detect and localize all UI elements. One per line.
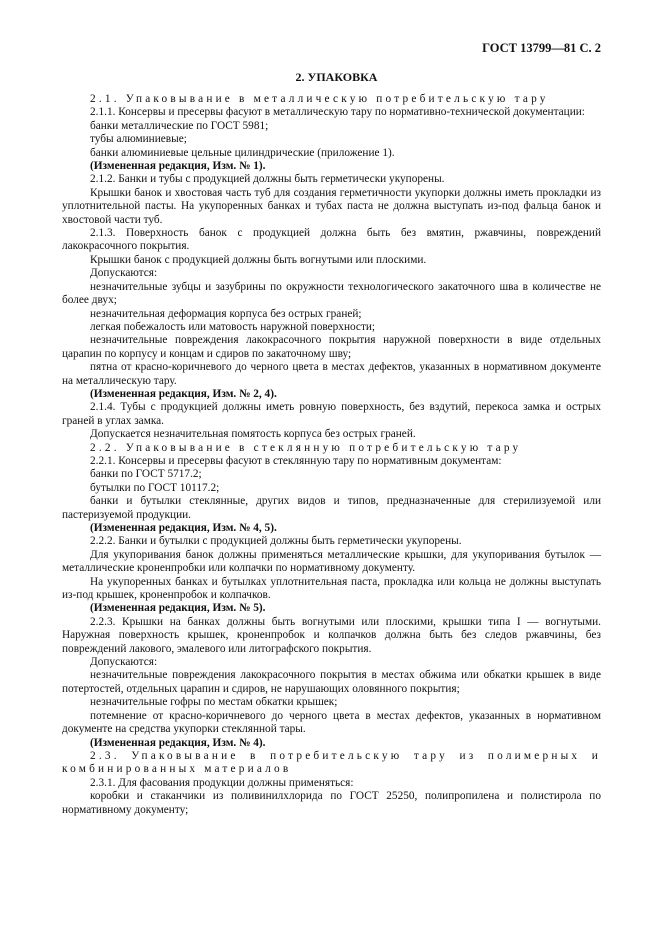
paragraph: На укупоренных банках и бутылках уплотнительная паста, прокладка или кольца не должны выступать из-под крышек, кроненпробок и колпачков.	[62, 575, 601, 602]
revision-note: (Измененная редакция, Изм. № 5).	[90, 602, 266, 615]
paragraph: 2.1.4. Тубы с продукцией должны иметь ровную поверхность, без вздутий, перекоса замка и острых граней в углах замка.	[62, 401, 601, 427]
paragraph: 2.2.3. Крышки на банках должны быть вогнутыми или плоскими, крышки типа I — вогнутыми. Наружная поверхность крышек, кроненпробок и колпачков должна быть без следов ржавчины, без повреждений лакового, эмалевого или литографского покрытия.	[62, 615, 601, 655]
revision-note: (Измененная редакция, Изм. № 1).	[90, 160, 266, 173]
paragraph: 2.2.2. Банки и бутылки с продукцией должны быть герметически укупорены.	[90, 535, 462, 548]
paragraph: Допускается незначительная помятость корпуса без острых граней.	[90, 428, 416, 441]
paragraph: банки и бутылки стеклянные, других видов и типов, предназначенные для стерилизуемой или пастеризуемой продукции.	[62, 495, 601, 521]
paragraph: незначительные повреждения лакокрасочного покрытия в местах обжима или обкатки крышек в виде потертостей, отдельных царапин и сдиров, не нарушающих оловянного покрытия;	[62, 669, 601, 695]
paragraph: пятна от красно-коричневого до черного цвета в местах дефектов, указанных в нормативном документе на металлическую тару.	[62, 361, 601, 387]
page-header: ГОСТ 13799—81 С. 2	[482, 41, 601, 55]
paragraph: 2.2.1. Консервы и пресервы фасуют в стеклянную тару по нормативным документам:	[90, 454, 502, 467]
revision-note: (Измененная редакция, Изм. № 4).	[90, 736, 266, 749]
paragraph: коробки и стаканчики из поливинилхлорида по ГОСТ 25250, полипропилена и полистирола по нормативному документу;	[62, 790, 601, 816]
subsection-heading: 2.1. Упаковывание в металлическую потребительскую тару	[90, 93, 549, 105]
paragraph: банки алюминиевые цельные цилиндрические (приложение 1).	[90, 146, 395, 159]
paragraph: банки по ГОСТ 5717.2;	[90, 468, 202, 481]
paragraph: незначительные повреждения лакокрасочного покрытия наружной поверхности в виде отдельных царапин по корпусу и концам и сдиров по закаточному шву;	[62, 334, 601, 360]
paragraph: Допускаются:	[90, 267, 158, 280]
paragraph: тубы алюминиевые;	[90, 133, 187, 146]
paragraph: 2.1.2. Банки и тубы с продукцией должны быть герметически укупорены.	[90, 173, 445, 186]
section-title: 2. УПАКОВКА	[295, 70, 378, 84]
document-body	[62, 93, 601, 817]
paragraph: Крышки банок с продукцией должны быть вогнутыми или плоскими.	[90, 253, 427, 266]
revision-note: (Измененная редакция, Изм. № 4, 5).	[90, 522, 277, 534]
paragraph: Для укупоривания банок должны применяться металлические крышки, для укупоривания бутылок — металлические кроненпробки или колпачки по нормативному документу.	[62, 548, 601, 575]
paragraph: банки металлические по ГОСТ 5981;	[90, 119, 269, 132]
subsection-heading: 2.3. Упаковывание в потребительскую тару из полимерных и комбинированных материалов	[62, 749, 601, 776]
subsection-heading: 2.2. Упаковывание в стеклянную потребительскую тару	[90, 441, 522, 454]
paragraph: Допускаются:	[90, 656, 158, 669]
paragraph: незначительные гофры по местам обкатки крышек;	[90, 696, 338, 709]
paragraph: незначительные зубцы и зазубрины по окружности технологического закаточного шва в количестве не более двух;	[62, 280, 601, 307]
paragraph: 2.1.1. Консервы и пресервы фасуют в металлическую тару по нормативно-технической документации:	[90, 106, 585, 119]
paragraph: бутылки по ГОСТ 10117.2;	[90, 481, 220, 494]
paragraph: незначительная деформация корпуса без острых граней;	[90, 307, 362, 320]
paragraph: потемнение от красно-коричневого до черного цвета в местах дефектов, указанных в нормативном документе на средства укупорки стеклянной тары.	[62, 709, 601, 736]
revision-note: (Измененная редакция, Изм. № 2, 4).	[90, 387, 277, 400]
paragraph: легкая побежалость или матовость наружной поверхности;	[90, 320, 376, 333]
paragraph: 2.3.1. Для фасования продукции должны применяться:	[90, 776, 354, 789]
paragraph: Крышки банок и хвостовая часть туб для создания герметичности укупорки должны иметь прокладки из уплотнительной пасты. На укупоренных банках и тубах паста не должна выступать из-под фальца банок и хвостовой части туб.	[62, 186, 601, 226]
paragraph: 2.1.3. Поверхность банок с продукцией должна быть без вмятин, ржавчины, повреждений лакокрасочного покрытия.	[62, 227, 601, 253]
